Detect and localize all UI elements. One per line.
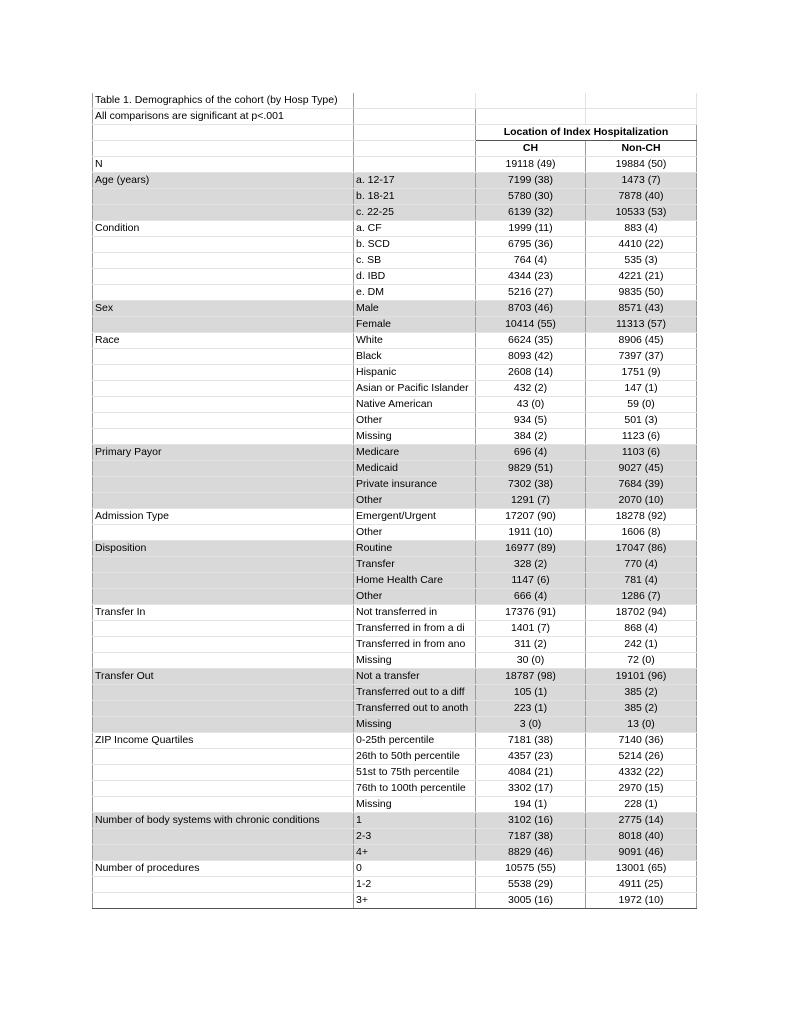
table-row xyxy=(93,861,697,877)
ch-value-cell: 6139 (32) xyxy=(476,205,586,221)
ch-value-cell: 432 (2) xyxy=(476,381,586,397)
level-cell: Home Health Care xyxy=(354,573,476,589)
level-cell: a. CF xyxy=(354,221,476,237)
table-row xyxy=(93,445,697,461)
ch-value-cell: 1999 (11) xyxy=(476,221,586,237)
table-row xyxy=(93,333,697,349)
level-cell: 3+ xyxy=(354,893,476,909)
nonch-value-cell: 9091 (46) xyxy=(586,845,697,861)
category-cell: Race xyxy=(93,333,354,349)
category-cell xyxy=(93,461,354,477)
ch-value-cell: 5780 (30) xyxy=(476,189,586,205)
ch-value-cell: 7181 (38) xyxy=(476,733,586,749)
level-cell: Hispanic xyxy=(354,365,476,381)
category-cell xyxy=(93,381,354,397)
nonch-value-cell: 9835 (50) xyxy=(586,285,697,301)
category-cell xyxy=(93,317,354,333)
category-cell: Sex xyxy=(93,301,354,317)
nonch-value-cell: 5214 (26) xyxy=(586,749,697,765)
ch-value-cell: 8093 (42) xyxy=(476,349,586,365)
ch-value-cell: 6624 (35) xyxy=(476,333,586,349)
ch-value-cell: 223 (1) xyxy=(476,701,586,717)
ch-value-cell: 5538 (29) xyxy=(476,877,586,893)
ch-value-cell: 4357 (23) xyxy=(476,749,586,765)
nonch-value-cell: 13001 (65) xyxy=(586,861,697,877)
category-cell xyxy=(93,685,354,701)
category-cell xyxy=(93,237,354,253)
nonch-value-cell: 7684 (39) xyxy=(586,477,697,493)
ch-value-cell: 5216 (27) xyxy=(476,285,586,301)
empty-cell xyxy=(586,109,697,125)
nonch-value-cell: 19101 (96) xyxy=(586,669,697,685)
level-cell: 4+ xyxy=(354,845,476,861)
table-row xyxy=(93,621,697,637)
category-cell xyxy=(93,365,354,381)
header-group-row xyxy=(93,125,697,141)
table-row xyxy=(93,269,697,285)
ch-value-cell: 384 (2) xyxy=(476,429,586,445)
empty-cell xyxy=(93,141,354,157)
category-cell: N xyxy=(93,157,354,173)
level-cell: Emergent/Urgent xyxy=(354,509,476,525)
level-cell: Other xyxy=(354,525,476,541)
nonch-value-cell: 535 (3) xyxy=(586,253,697,269)
ch-value-cell: 7302 (38) xyxy=(476,477,586,493)
level-cell: 0-25th percentile xyxy=(354,733,476,749)
table-row xyxy=(93,653,697,669)
header-ch: CH xyxy=(476,141,586,157)
level-cell: Transferred out to a diff xyxy=(354,685,476,701)
ch-value-cell: 19118 (49) xyxy=(476,157,586,173)
ch-value-cell: 8703 (46) xyxy=(476,301,586,317)
level-cell: Transferred out to anoth xyxy=(354,701,476,717)
level-cell: b. 18-21 xyxy=(354,189,476,205)
ch-value-cell: 6795 (36) xyxy=(476,237,586,253)
category-cell xyxy=(93,397,354,413)
note-row xyxy=(93,109,697,125)
level-cell: Medicare xyxy=(354,445,476,461)
category-cell: Transfer In xyxy=(93,605,354,621)
ch-value-cell: 328 (2) xyxy=(476,557,586,573)
category-cell xyxy=(93,797,354,813)
category-cell: Primary Payor xyxy=(93,445,354,461)
level-cell: Transfer xyxy=(354,557,476,573)
spreadsheet-table xyxy=(92,93,697,909)
nonch-value-cell: 7878 (40) xyxy=(586,189,697,205)
category-cell xyxy=(93,829,354,845)
category-cell xyxy=(93,749,354,765)
category-cell: Transfer Out xyxy=(93,669,354,685)
table-row xyxy=(93,669,697,685)
category-cell xyxy=(93,493,354,509)
level-cell: 1-2 xyxy=(354,877,476,893)
nonch-value-cell: 7397 (37) xyxy=(586,349,697,365)
level-cell: 76th to 100th percentile xyxy=(354,781,476,797)
title-row xyxy=(93,93,697,109)
empty-cell xyxy=(354,93,476,109)
table-row xyxy=(93,413,697,429)
ch-value-cell: 18787 (98) xyxy=(476,669,586,685)
table-row xyxy=(93,829,697,845)
ch-value-cell: 666 (4) xyxy=(476,589,586,605)
ch-value-cell: 4344 (23) xyxy=(476,269,586,285)
category-cell: Condition xyxy=(93,221,354,237)
nonch-value-cell: 242 (1) xyxy=(586,637,697,653)
nonch-value-cell: 501 (3) xyxy=(586,413,697,429)
nonch-value-cell: 2775 (14) xyxy=(586,813,697,829)
level-cell xyxy=(354,157,476,173)
table-row xyxy=(93,397,697,413)
table-title: Table 1. Demographics of the cohort (by Hosp Type) xyxy=(93,93,354,109)
ch-value-cell: 10575 (55) xyxy=(476,861,586,877)
nonch-value-cell: 19884 (50) xyxy=(586,157,697,173)
category-cell xyxy=(93,781,354,797)
significance-note: All comparisons are significant at p<.001 xyxy=(93,109,354,125)
category-cell xyxy=(93,653,354,669)
table-row xyxy=(93,253,697,269)
table-row xyxy=(93,205,697,221)
nonch-value-cell: 883 (4) xyxy=(586,221,697,237)
table-row xyxy=(93,541,697,557)
nonch-value-cell: 13 (0) xyxy=(586,717,697,733)
level-cell: Black xyxy=(354,349,476,365)
nonch-value-cell: 4332 (22) xyxy=(586,765,697,781)
nonch-value-cell: 4911 (25) xyxy=(586,877,697,893)
nonch-value-cell: 8571 (43) xyxy=(586,301,697,317)
ch-value-cell: 1147 (6) xyxy=(476,573,586,589)
table-row xyxy=(93,365,697,381)
nonch-value-cell: 18702 (94) xyxy=(586,605,697,621)
empty-cell xyxy=(476,93,586,109)
table-row xyxy=(93,173,697,189)
level-cell: White xyxy=(354,333,476,349)
level-cell: 26th to 50th percentile xyxy=(354,749,476,765)
nonch-value-cell: 2070 (10) xyxy=(586,493,697,509)
level-cell: Missing xyxy=(354,653,476,669)
level-cell: Routine xyxy=(354,541,476,557)
level-cell: Transferred in from ano xyxy=(354,637,476,653)
category-cell xyxy=(93,189,354,205)
table-row xyxy=(93,573,697,589)
ch-value-cell: 7199 (38) xyxy=(476,173,586,189)
ch-value-cell: 9829 (51) xyxy=(476,461,586,477)
category-cell xyxy=(93,877,354,893)
nonch-value-cell: 781 (4) xyxy=(586,573,697,589)
table-row xyxy=(93,301,697,317)
ch-value-cell: 10414 (55) xyxy=(476,317,586,333)
nonch-value-cell: 17047 (86) xyxy=(586,541,697,557)
table-row xyxy=(93,877,697,893)
table-row xyxy=(93,429,697,445)
table-row xyxy=(93,605,697,621)
level-cell: e. DM xyxy=(354,285,476,301)
empty-cell xyxy=(476,109,586,125)
level-cell: Other xyxy=(354,413,476,429)
nonch-value-cell: 147 (1) xyxy=(586,381,697,397)
level-cell: Missing xyxy=(354,429,476,445)
category-cell xyxy=(93,477,354,493)
category-cell xyxy=(93,701,354,717)
header-columns-row xyxy=(93,141,697,157)
nonch-value-cell: 770 (4) xyxy=(586,557,697,573)
table-row xyxy=(93,349,697,365)
table-row xyxy=(93,189,697,205)
nonch-value-cell: 72 (0) xyxy=(586,653,697,669)
ch-value-cell: 7187 (38) xyxy=(476,829,586,845)
category-cell xyxy=(93,285,354,301)
level-cell: Female xyxy=(354,317,476,333)
nonch-value-cell: 10533 (53) xyxy=(586,205,697,221)
table-row xyxy=(93,701,697,717)
category-cell xyxy=(93,525,354,541)
category-cell xyxy=(93,765,354,781)
nonch-value-cell: 1606 (8) xyxy=(586,525,697,541)
category-cell: ZIP Income Quartiles xyxy=(93,733,354,749)
ch-value-cell: 696 (4) xyxy=(476,445,586,461)
table-body xyxy=(93,93,697,909)
ch-value-cell: 105 (1) xyxy=(476,685,586,701)
nonch-value-cell: 2970 (15) xyxy=(586,781,697,797)
category-cell xyxy=(93,637,354,653)
level-cell: Transferred in from a di xyxy=(354,621,476,637)
category-cell: Number of body systems with chronic conditions xyxy=(93,813,354,829)
empty-cell xyxy=(354,109,476,125)
level-cell: Other xyxy=(354,589,476,605)
category-cell: Disposition xyxy=(93,541,354,557)
ch-value-cell: 764 (4) xyxy=(476,253,586,269)
table-row xyxy=(93,381,697,397)
table-row xyxy=(93,813,697,829)
category-cell: Age (years) xyxy=(93,173,354,189)
level-cell: Native American xyxy=(354,397,476,413)
table-row xyxy=(93,461,697,477)
ch-value-cell: 2608 (14) xyxy=(476,365,586,381)
table-row xyxy=(93,589,697,605)
table-row xyxy=(93,237,697,253)
category-cell xyxy=(93,717,354,733)
table-row xyxy=(93,845,697,861)
ch-value-cell: 3 (0) xyxy=(476,717,586,733)
ch-value-cell: 30 (0) xyxy=(476,653,586,669)
category-cell xyxy=(93,893,354,909)
table-row xyxy=(93,221,697,237)
ch-value-cell: 3005 (16) xyxy=(476,893,586,909)
category-cell xyxy=(93,269,354,285)
category-cell xyxy=(93,205,354,221)
ch-value-cell: 311 (2) xyxy=(476,637,586,653)
level-cell: Not a transfer xyxy=(354,669,476,685)
nonch-value-cell: 7140 (36) xyxy=(586,733,697,749)
table-row xyxy=(93,749,697,765)
nonch-value-cell: 59 (0) xyxy=(586,397,697,413)
table-row xyxy=(93,717,697,733)
table-row xyxy=(93,509,697,525)
nonch-value-cell: 228 (1) xyxy=(586,797,697,813)
header-group-label: Location of Index Hospitalization xyxy=(476,125,697,141)
empty-cell xyxy=(93,125,354,141)
table-row xyxy=(93,797,697,813)
table-row xyxy=(93,685,697,701)
table-row xyxy=(93,525,697,541)
table-row xyxy=(93,637,697,653)
table-row xyxy=(93,477,697,493)
level-cell: Not transferred in xyxy=(354,605,476,621)
nonch-value-cell: 1473 (7) xyxy=(586,173,697,189)
category-cell xyxy=(93,349,354,365)
level-cell: c. 22-25 xyxy=(354,205,476,221)
table-row xyxy=(93,781,697,797)
empty-cell xyxy=(586,93,697,109)
ch-value-cell: 1401 (7) xyxy=(476,621,586,637)
nonch-value-cell: 8018 (40) xyxy=(586,829,697,845)
nonch-value-cell: 9027 (45) xyxy=(586,461,697,477)
category-cell xyxy=(93,557,354,573)
category-cell xyxy=(93,589,354,605)
category-cell xyxy=(93,621,354,637)
nonch-value-cell: 18278 (92) xyxy=(586,509,697,525)
header-nonch: Non-CH xyxy=(586,141,697,157)
nonch-value-cell: 1103 (6) xyxy=(586,445,697,461)
nonch-value-cell: 1751 (9) xyxy=(586,365,697,381)
demographics-table xyxy=(92,93,697,909)
table-row xyxy=(93,557,697,573)
empty-cell xyxy=(354,125,476,141)
ch-value-cell: 1291 (7) xyxy=(476,493,586,509)
ch-value-cell: 17207 (90) xyxy=(476,509,586,525)
level-cell: Asian or Pacific Islander xyxy=(354,381,476,397)
level-cell: Medicaid xyxy=(354,461,476,477)
nonch-value-cell: 4410 (22) xyxy=(586,237,697,253)
table-row xyxy=(93,285,697,301)
nonch-value-cell: 4221 (21) xyxy=(586,269,697,285)
nonch-value-cell: 1123 (6) xyxy=(586,429,697,445)
level-cell: 51st to 75th percentile xyxy=(354,765,476,781)
table-row xyxy=(93,493,697,509)
category-cell: Number of procedures xyxy=(93,861,354,877)
category-cell xyxy=(93,573,354,589)
category-cell: Admission Type xyxy=(93,509,354,525)
empty-cell xyxy=(354,141,476,157)
ch-value-cell: 3102 (16) xyxy=(476,813,586,829)
ch-value-cell: 16977 (89) xyxy=(476,541,586,557)
category-cell xyxy=(93,429,354,445)
ch-value-cell: 4084 (21) xyxy=(476,765,586,781)
level-cell: 1 xyxy=(354,813,476,829)
ch-value-cell: 3302 (17) xyxy=(476,781,586,797)
level-cell: b. SCD xyxy=(354,237,476,253)
nonch-value-cell: 385 (2) xyxy=(586,685,697,701)
table-row xyxy=(93,893,697,909)
table-row xyxy=(93,157,697,173)
nonch-value-cell: 868 (4) xyxy=(586,621,697,637)
ch-value-cell: 8829 (46) xyxy=(476,845,586,861)
category-cell xyxy=(93,253,354,269)
ch-value-cell: 17376 (91) xyxy=(476,605,586,621)
nonch-value-cell: 11313 (57) xyxy=(586,317,697,333)
category-cell xyxy=(93,413,354,429)
ch-value-cell: 194 (1) xyxy=(476,797,586,813)
level-cell: a. 12-17 xyxy=(354,173,476,189)
category-cell xyxy=(93,845,354,861)
level-cell: d. IBD xyxy=(354,269,476,285)
nonch-value-cell: 8906 (45) xyxy=(586,333,697,349)
table-row xyxy=(93,317,697,333)
level-cell: Missing xyxy=(354,797,476,813)
ch-value-cell: 934 (5) xyxy=(476,413,586,429)
level-cell: 2-3 xyxy=(354,829,476,845)
nonch-value-cell: 1286 (7) xyxy=(586,589,697,605)
level-cell: Male xyxy=(354,301,476,317)
table-row xyxy=(93,733,697,749)
level-cell: c. SB xyxy=(354,253,476,269)
level-cell: Private insurance xyxy=(354,477,476,493)
ch-value-cell: 43 (0) xyxy=(476,397,586,413)
table-row xyxy=(93,765,697,781)
level-cell: Missing xyxy=(354,717,476,733)
nonch-value-cell: 1972 (10) xyxy=(586,893,697,909)
nonch-value-cell: 385 (2) xyxy=(586,701,697,717)
level-cell: 0 xyxy=(354,861,476,877)
level-cell: Other xyxy=(354,493,476,509)
ch-value-cell: 1911 (10) xyxy=(476,525,586,541)
